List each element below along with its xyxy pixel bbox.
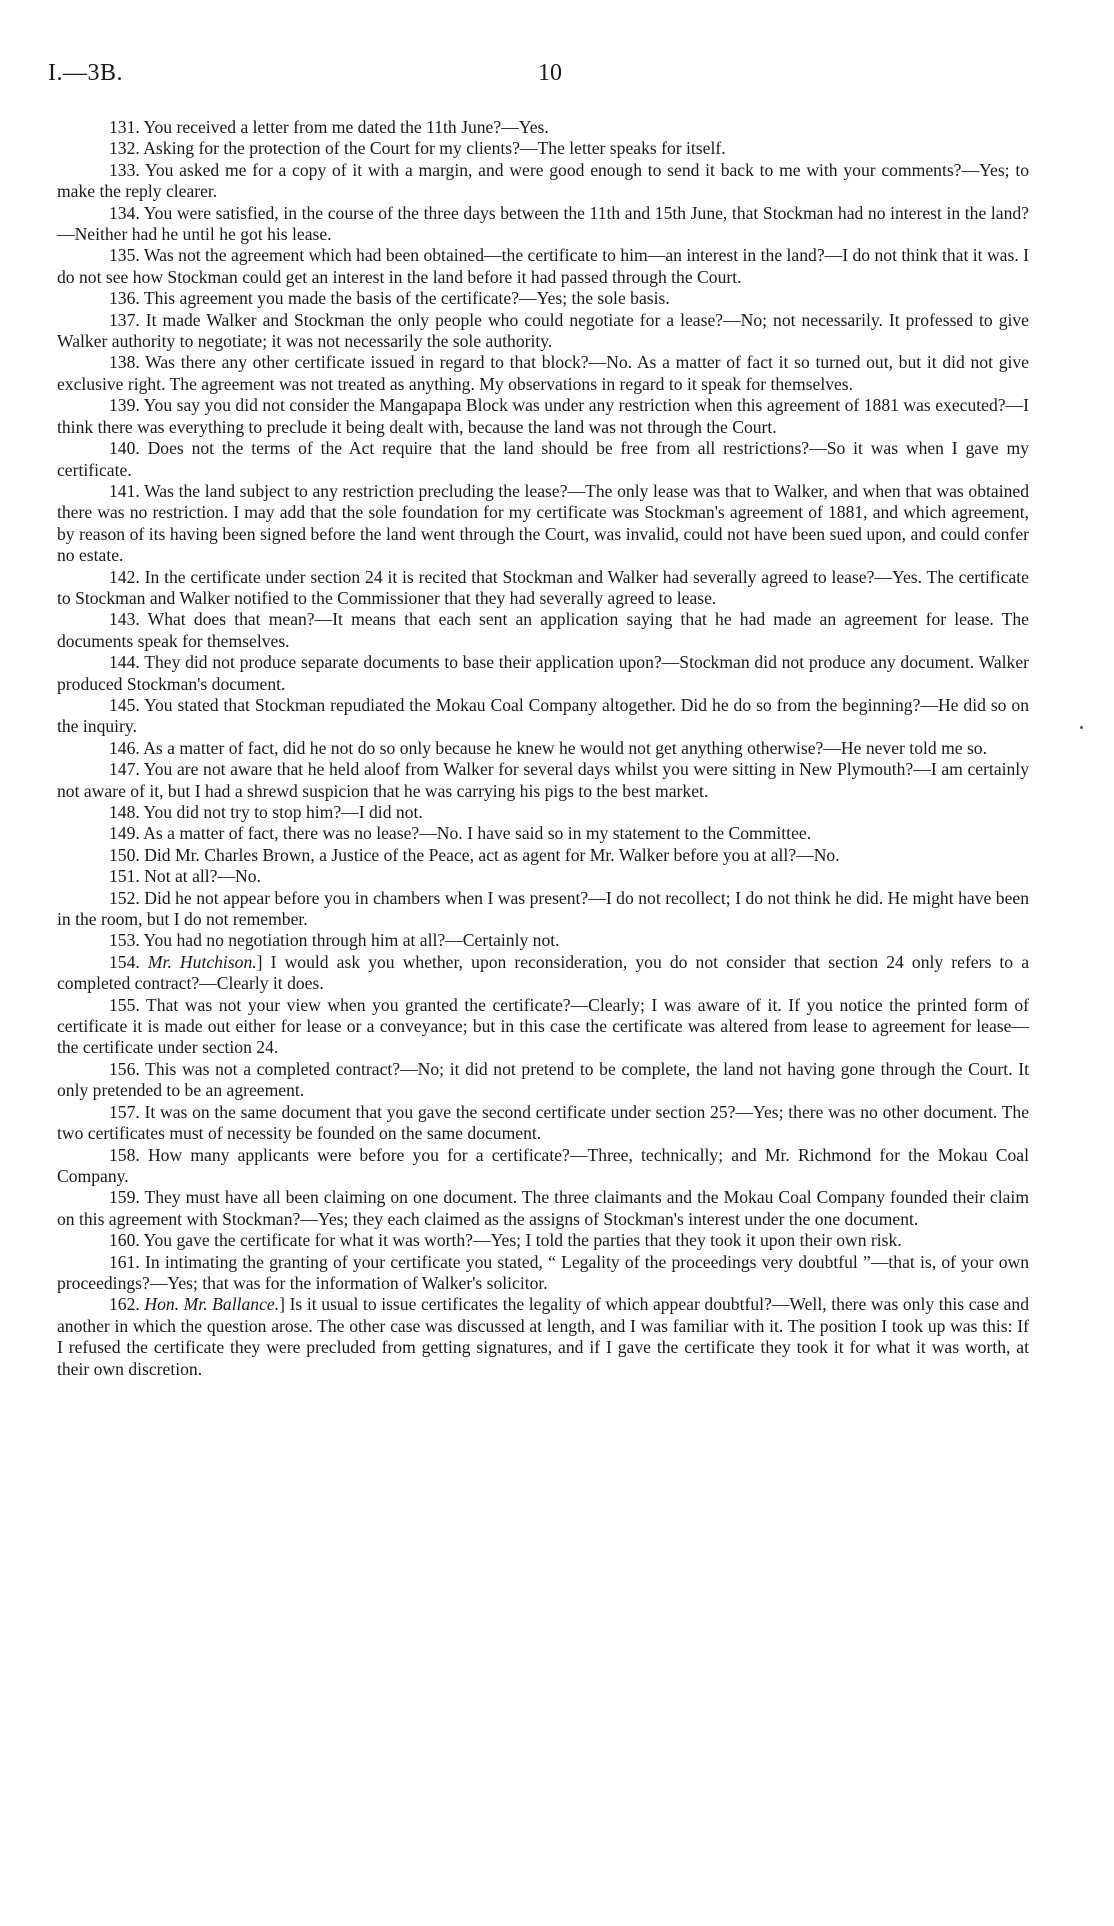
speaker-name: Mr. Hutchison. [147,951,257,972]
question-answer-paragraph: 144. They did not produce separate documents to base their application upon?—Stockman did not produce any document. Walker produced Stockman's document. [57,652,1029,694]
question-answer-paragraph [57,1294,1029,1380]
question-answer-paragraph: 131. You received a letter from me dated the 11th June?—Yes. [109,117,549,137]
question-answer-paragraph: 160. You gave the certificate for what it was worth?—Yes; I told the parties that they took it upon their own risk. [109,1230,902,1251]
question-answer-paragraph: 152. Did he not appear before you in chambers when I was present?—I do not recollect; I do not think he did. He might have been in the room, but I do not remember. [57,887,1029,930]
question-answer-paragraph: 148. You did not try to stop him?—I did not. [109,802,423,822]
question-answer-paragraph: 151. Not at all?—No. [109,866,261,887]
question-answer-paragraph: 138. Was there any other certificate issued in regard to that block?—No. As a matter of fact it so turned out, but it did not give exclusive right. The agreement was not treated as anything. My observations in regard to it speak for themselves. [57,352,1029,394]
question-answer-paragraph: 150. Did Mr. Charles Brown, a Justice of the Peace, act as agent for Mr. Walker before you at all?—No. [109,844,840,865]
question-answer-paragraph: 145. You stated that Stockman repudiated the Mokau Coal Company altogether. Did he do so from the beginning?—He did so on the inquiry. [57,694,1029,737]
document-reference: I.—3B. [48,60,123,86]
question-answer-paragraph: 141. Was the land subject to any restriction precluding the lease?—The only lease was that to Walker, and when that was obtained there was no restriction. I may add that the sole foundation for my certificate was Stockman's agreement of 1881, and which agreement, by reason of its having been signed before the land went through the Court, was invalid, could not have been sued upon, and could confer no estate. [57,480,1029,566]
paragraph-text: ] I would ask you whether, upon reconsideration, you do not consider that section 24 only refers to a completed contract?—Clearly it does. [57,951,1030,994]
question-answer-paragraph: 157. It was on the same document that you gave the second certificate under section 25?—Yes; there was no other document. The two certificates must of necessity be founded on the same document. [57,1101,1029,1144]
question-answer-paragraph: 137. It made Walker and Stockman the only people who could negotiate for a lease?—No; not necessarily. It professed to give Walker authority to negotiate; it was not necessarily the sole authority. [57,309,1029,352]
question-answer-paragraph: 161. In intimating the granting of your certificate you stated, “ Legality of the proceedings very doubtful ”—that is, of your own proceedings?—Yes; that was for the information of Walker's solicitor. [57,1251,1029,1293]
page-number: 10 [538,60,562,86]
question-answer-paragraph: 147. You are not aware that he held aloof from Walker for several days whilst you were sitting in New Plymouth?—I am certainly not aware of it, but I had a shrewd suspicion that he was carrying his pigs to the best market. [57,759,1029,801]
question-answer-paragraph: 133. You asked me for a copy of it with a margin, and were good enough to send it back to me with your comments?—Yes; to make the reply clearer. [57,159,1029,202]
question-answer-paragraph: 158. How many applicants were before you for a certificate?—Three, technically; and Mr. Richmond for the Mokau Coal Company. [57,1144,1029,1186]
question-answer-paragraph: 143. What does that mean?—It means that each sent an application saying that he had made an agreement for lease. The documents speak for themselves. [57,609,1029,651]
paragraph-number: 162. [109,1294,145,1315]
question-answer-paragraph: 142. In the certificate under section 24 it is recited that Stockman and Walker had severally agreed to lease?—Yes. The certificate to Stockman and Walker notified to the Commissioner that they had severally agreed to lease. [57,566,1029,608]
document-body [57,117,1029,1380]
question-answer-paragraph: 155. That was not your view when you granted the certificate?—Clearly; I was aware of it. If you notice the printed form of certificate it is made out either for lease or a conveyance; but in this case the certificate was altered from lease to agreement for lease—the certificate under section 24. [57,994,1029,1058]
paragraph-text: ] Is it usual to issue certificates the legality of which appear doubtful?—Well, there was only this case and another in which the question arose. The other case was discussed at length, and I was familiar with it. The position I took up was this: If I refused the certificate they were precluded from getting signatures, and if I gave the certificate they took it for what it was worth, at their own discretion. [57,1294,1029,1379]
question-answer-paragraph: 153. You had no negotiation through him at all?—Certainly not. [109,930,560,951]
question-answer-paragraph: 135. Was not the agreement which had been obtained—the certificate to him—an interest in the land?—I do not think that it was. I do not see how Stockman could get an interest in the land before it had passed through the Court. [57,245,1029,287]
paragraph-number: 154. [109,951,148,972]
scan-speck [1080,726,1083,729]
page-header [48,60,1066,90]
question-answer-paragraph: 140. Does not the terms of the Act require that the land should be free from all restrictions?—So it was when I gave my certificate. [57,438,1029,480]
question-answer-paragraph: 156. This was not a completed contract?—No; it did not pretend to be complete, the land not having gone through the Court. It only pretended to be an agreement. [57,1058,1029,1101]
question-answer-paragraph: 139. You say you did not consider the Mangapapa Block was under any restriction when this agreement of 1881 was executed?—I think there was everything to preclude it being dealt with, because the land was not through the Court. [57,395,1029,437]
question-answer-paragraph: 134. You were satisfied, in the course of the three days between the 11th and 15th June, that Stockman had no interest in the land?—Neither had he until he got his lease. [57,202,1029,245]
question-answer-paragraph: 146. As a matter of fact, did he not do so only because he knew he would not get anything otherwise?—He never told me so. [109,737,988,758]
question-answer-paragraph: 132. Asking for the protection of the Court for my clients?—The letter speaks for itself. [109,138,726,159]
question-answer-paragraph: 149. As a matter of fact, there was no lease?—No. I have said so in my statement to the Committee. [109,823,812,844]
question-answer-paragraph: 159. They must have all been claiming on one document. The three claimants and the Mokau Coal Company founded their claim on this agreement with Stockman?—Yes; they each claimed as the assigns of Stockman's interest under the one document. [57,1187,1029,1229]
speaker-name: Hon. Mr. Ballance. [144,1294,280,1315]
question-answer-paragraph [57,952,1029,995]
question-answer-paragraph: 136. This agreement you made the basis of the certificate?—Yes; the sole basis. [109,288,670,309]
